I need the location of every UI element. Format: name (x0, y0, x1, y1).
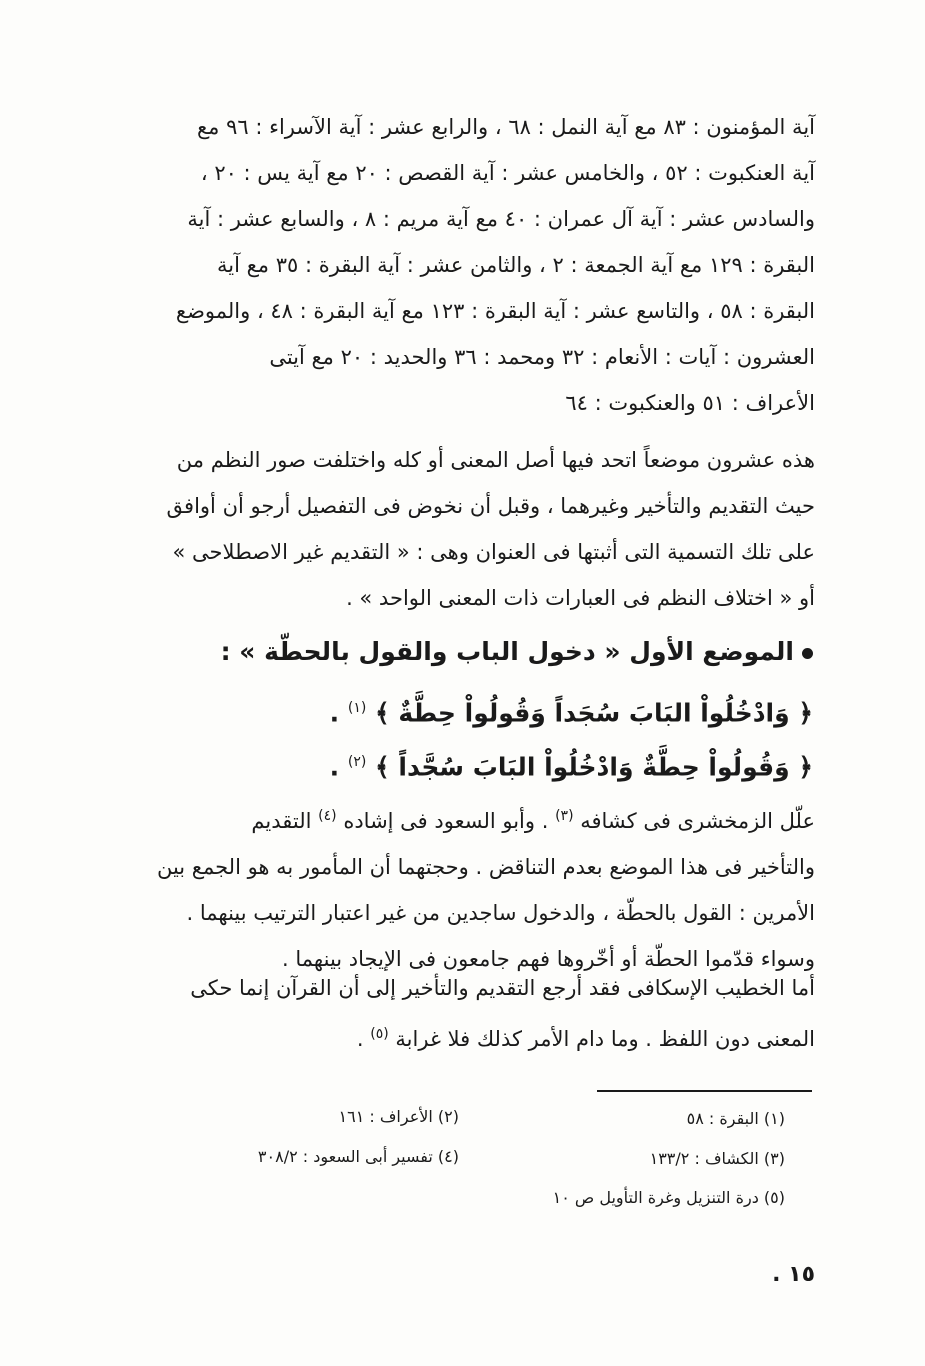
text-line: هذه عشرون موضعاً اتحد فيها أصل المعنى أو كله واختلفت صور النظم من (176, 448, 815, 472)
footnote-ref: (٤) (318, 808, 337, 824)
text-line: والتأخير فى هذا الموضع بعدم التناقض . وحجتهما أن المأمور به هو الجمع بين (156, 855, 815, 879)
text-line: أما الخطيب الإسكافى فقد أرجع التقديم والتأخير إلى أن القرآن إنما حكى (190, 976, 815, 1000)
text-segment: المعنى دون اللفظ . وما دام الأمر كذلك فلا غرابة (395, 1027, 815, 1051)
footnote: (٥) درة التنزيل وغرة التأويل ص ١٠ (552, 1188, 785, 1207)
footnote: (١) البقرة : ٥٨ (686, 1109, 785, 1128)
text-line: والسادس عشر : آية آل عمران : ٤٠ مع آية مريم : ٨ ، والسابع عشر : آية (187, 207, 815, 231)
text-line: حيث التقديم والتأخير وغيرهما ، وقبل أن نخوض فى التفصيل أرجو أن أوافق (166, 494, 815, 518)
footnote: (٢) الأعراف : ١٦١ (338, 1107, 459, 1126)
text-line: البقرة : ٥٨ ، والتاسع عشر : آية البقرة : ١٢٣ مع آية البقرة : ٤٨ ، والموضع (175, 299, 815, 323)
text-line: أو « اختلاف النظم فى العبارات ذات المعنى الواحد » . (346, 586, 815, 610)
footnote: (٣) الكشاف : ١٣٣/٢ (649, 1149, 785, 1168)
footnote-ref: (٣) (555, 808, 574, 824)
paragraph-iskafi (105, 965, 815, 1062)
page-number: ١٥ . (772, 1262, 815, 1287)
text-line: الأمرين : القول بالحطّة ، والدخول ساجدين من غير اعتبار الترتيب بينهما . (186, 901, 815, 925)
text-segment: . وأبو السعود فى إشاده (343, 809, 549, 833)
verse-text: ﴿ وَادْخُلُواْ البَابَ سُجَداً وَقُولُواْ حِطَّةٌ ﴾ (375, 698, 813, 728)
text-line: الأعراف : ٥١ والعنكبوت : ٦٤ (565, 391, 815, 415)
footnote-divider (597, 1090, 812, 1092)
section-heading (113, 628, 813, 676)
text-line: آية العنكبوت : ٥٢ ، والخامس عشر : آية القصص : ٢٠ مع آية يس : ٢٠ ، (200, 161, 815, 185)
text-segment: علّل الزمخشرى فى كشافه (580, 809, 815, 833)
bullet-icon (802, 648, 813, 659)
paragraph-zamakhshari (105, 793, 815, 982)
text-line (105, 1011, 815, 1062)
footnote-ref: (٥) (370, 1026, 389, 1042)
quran-verse (113, 684, 813, 737)
verse-end: . (329, 752, 340, 782)
text-line: وسواء قدّموا الحطّة أو أخّروها فهم جامعون فى الإيجاد بينهما . (282, 947, 815, 971)
section-heading-text: الموضع الأول « دخول الباب والقول بالحطّة » : (220, 637, 794, 666)
text-line (105, 793, 815, 844)
text-segment: التقديم (251, 809, 312, 833)
paragraph-verse-list (105, 104, 815, 426)
text-line: آية المؤمنون : ٨٣ مع آية النمل : ٦٨ ، والرابع عشر : آية الآسراء : ٩٦ مع (197, 115, 815, 139)
verse-text: ﴿ وَقُولُواْ حِطَّةٌ وَادْخُلُواْ البَابَ سُجَّداً ﴾ (375, 752, 813, 782)
text-line: على تلك التسمية التى أثبتها فى العنوان وهى : « التقديم غير الاصطلاحى » (172, 540, 815, 564)
footnote-ref: (١) (347, 700, 367, 716)
quran-verse (113, 738, 813, 791)
paragraph-introduction (105, 437, 815, 621)
footnote-ref: (٢) (347, 754, 367, 770)
verse-end: . (329, 698, 340, 728)
text-segment: . (356, 1027, 364, 1051)
text-line: العشرون : آيات : الأنعام : ٣٢ ومحمد : ٣٦ والحديد : ٢٠ مع آيتى (269, 345, 815, 369)
text-line: البقرة : ١٢٩ مع آية الجمعة : ٢ ، والثامن عشر : آية البقرة : ٣٥ مع آية (216, 253, 815, 277)
footnote: (٤) تفسير أبى السعود : ٣٠٨/٢ (257, 1147, 459, 1166)
